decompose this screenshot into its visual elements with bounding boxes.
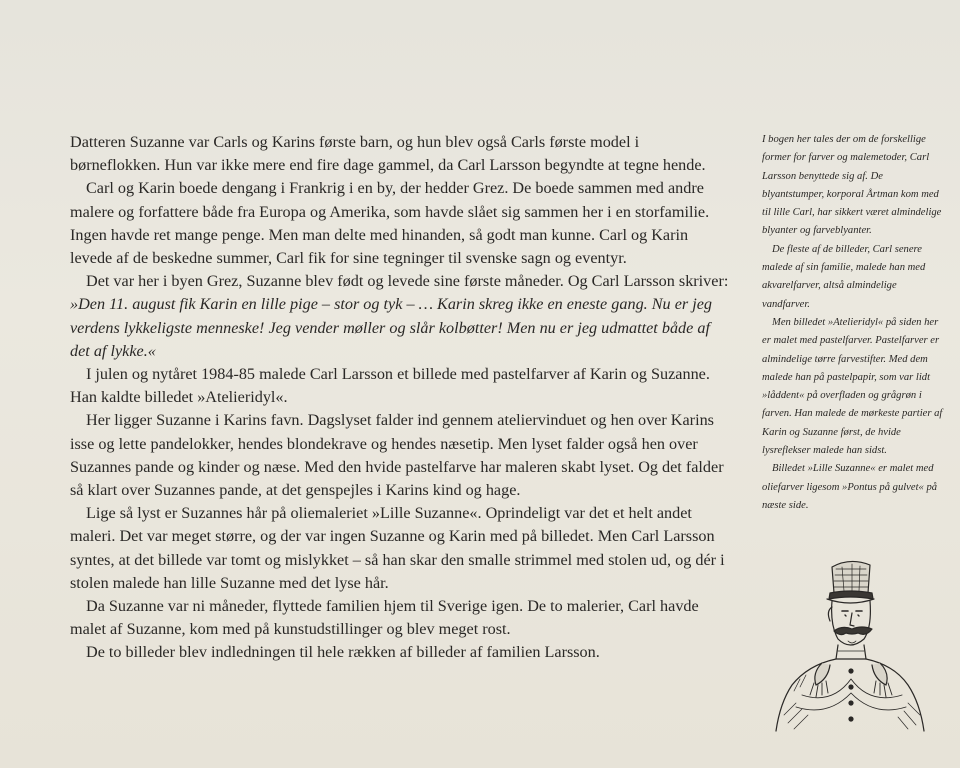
paragraph-text: Det var her i byen Grez, Suzanne blev født og levede sine første måneder. Og Carl Larsson skriver: xyxy=(86,272,729,291)
margin-note: Billedet »Lille Suzanne« er malet med oliefarver ligesom »Pontus på gulvet« på næste side. xyxy=(762,463,938,511)
paragraph-with-quote xyxy=(70,270,730,363)
paragraph: I julen og nytåret 1984-85 malede Carl Larsson et billede med pastelfarver af Karin og Suzanne. Han kaldte billedet »Atelieridyl«. xyxy=(70,365,710,407)
paragraph: De to billeder blev indledningen til hele rækken af billeder af familien Larsson. xyxy=(86,643,600,662)
paragraph: Da Suzanne var ni måneder, flyttede familien hjem til Sverige igen. De to malerier, Carl havde malet af Suzanne, kom med på kunstudstillinger og blev meget rost. xyxy=(70,597,699,639)
paragraph: Lige så lyst er Suzannes hår på oliemaleriet »Lille Suzanne«. Oprindeligt var det et helt andet maleri. Det var meget større, og der var ingen Suzanne og Karin med på billedet. Men Carl Larsson syntes, at det billede var tomt og mislykket – så han skar den smalle strimmel med stolen ud, og dér i stolen malede han lille Suzanne med det lyse hår. xyxy=(70,504,725,592)
soldier-sketch-icon xyxy=(772,555,932,735)
margin-note-column xyxy=(762,131,944,515)
paragraph: Her ligger Suzanne i Karins favn. Dagslyset falder ind gennem ateliervinduet og hen over Karins isse og lette pandelokker, hendes blondekrave og hendes næsetip. Men lyset falder også hen over Suzannes pande og kinder og næse. Med den hvide pastelfarve har maleren skabt lyset. Og det falder så klart over Suzannes pande, at det genspejles i Karins kind og hage. xyxy=(70,411,724,500)
margin-note: De fleste af de billeder, Carl senere malede af sin familie, malede han med akvarelfarver, altså almindelige vandfarver. xyxy=(762,243,926,310)
margin-note: Men billedet »Atelieridyl« på siden her er malet med pastelfarver. Pastelfarver er almindelige tørre farvestifter. Med dem malede han på pastelpapir, som var lidt »låddent« på overfladen og grågrøn i farven. Han malede de mørkeste partier af Karin og Suzanne først, de hvide lysreflekser malede han sidst. xyxy=(762,316,943,457)
paragraph: Carl og Karin boede dengang i Frankrig i en by, der hedder Grez. De boede sammen med andre malere og forfattere både fra Europa og Amerika, som havde slået sig sammen her i en storfamilie. Ingen havde ret mange penge. Men man delte med hinanden, så godt man kunne. Carl og Karin levede af de beskedne summer, Carl fik for sine tegninger til svenske sagn og eventyr. xyxy=(70,179,710,268)
main-text-column xyxy=(70,131,730,665)
paragraph: Datteren Suzanne var Carls og Karins første barn, og hun blev også Carls første model i børneflokken. Hun var ikke mere end fire dage gammel, da Carl Larsson begyndte at tegne hende. xyxy=(70,133,706,175)
italic-quote: »Den 11. august fik Karin en lille pige – stor og tyk – … Karin skreg ikke en eneste gang. Nu er jeg verdens lykkeligste menneske! Jeg vender møller og slår kolbøtter! Men nu er jeg udmattet både af det af lykke.« xyxy=(70,295,712,360)
margin-note: I bogen her tales der om de forskellige former for farver og malemetoder, Carl Larsson benyttede sig af. De blyantstumper, korporal Årtman kom med til lille Carl, har sikkert været almindelige blyanter og farveblyanter. xyxy=(762,134,942,237)
